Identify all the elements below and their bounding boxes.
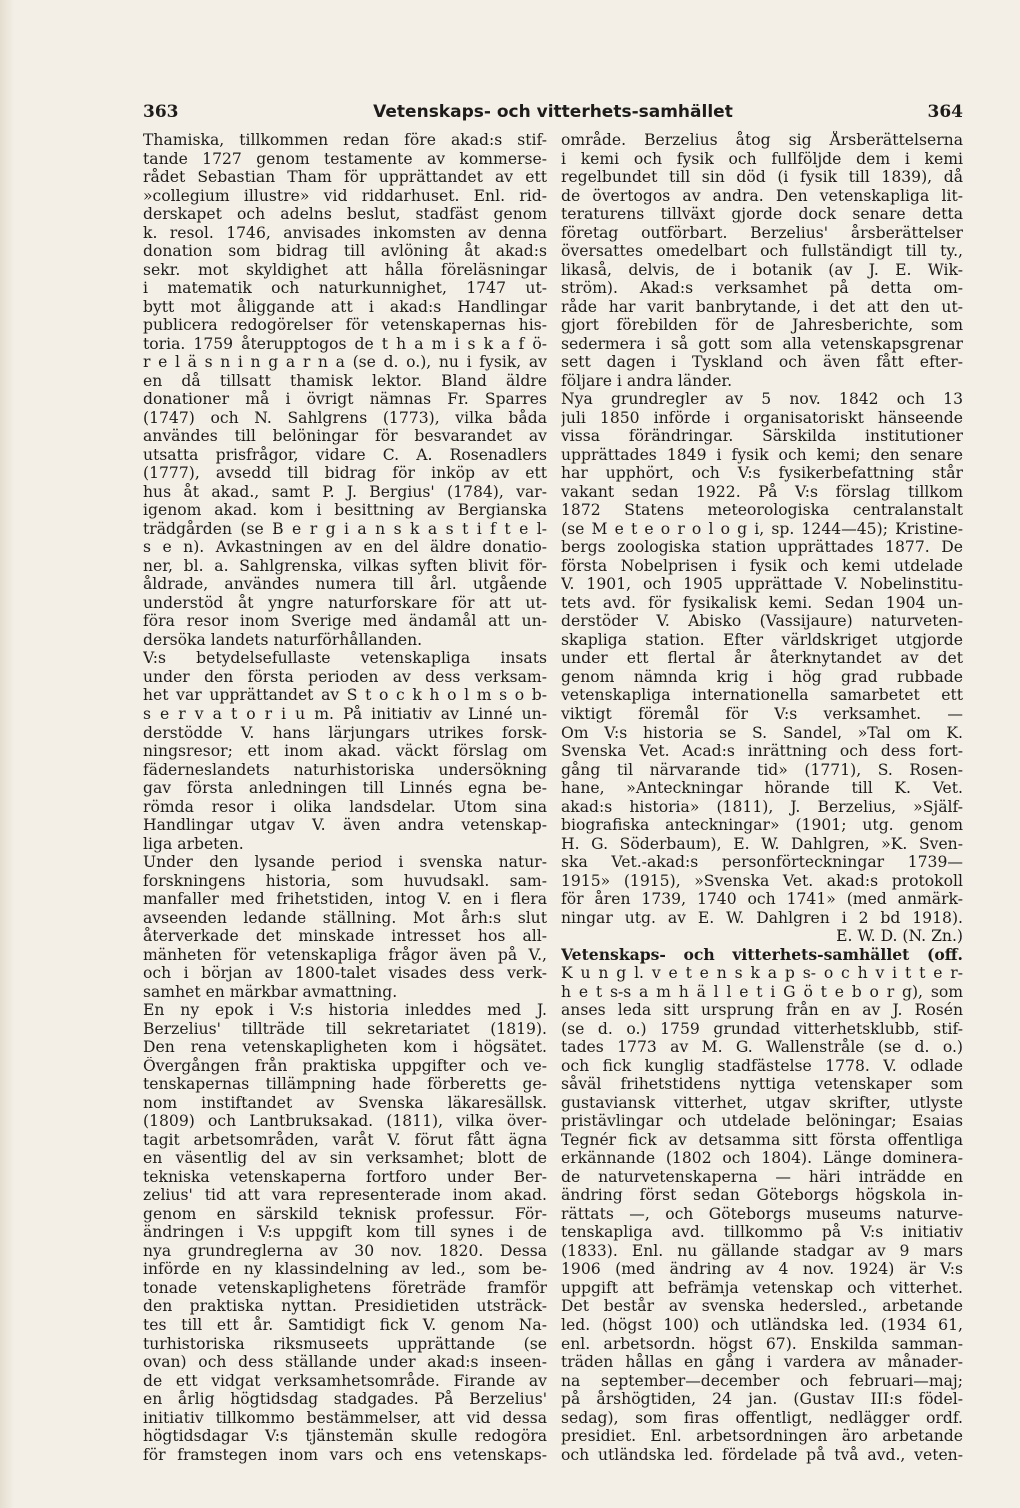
text-line: mänheten för vetenskapliga frågor även på V., xyxy=(143,945,547,964)
text-line: tades 1773 av M. G. Wallenstråle (se d. o.) xyxy=(561,1038,963,1057)
text-line: tekniska vetenskaperna fortforo under Ber- xyxy=(143,1167,547,1186)
text-line: igenom akad. kom i besittning av Bergianska xyxy=(143,501,547,520)
text-line: k. resol. 1746, anvisades inkomsten av denna xyxy=(143,223,547,242)
text-line: den praktiska nyttan. Presidietiden utsträck- xyxy=(143,1297,547,1316)
text-line: en väsentlig del av sin verksamhet; blott de xyxy=(143,1149,547,1168)
text-line: anses leda sitt ursprung från en av J. Rosén xyxy=(561,1001,963,1020)
text-line: ningar utg. av E. W. Dahlgren i 2 bd 1918). xyxy=(561,908,963,927)
text-line: sedermera i så gott som alla vetenskapsgrenar xyxy=(561,334,963,353)
text-line: initiativ tillkommo bestämmelser, att vid dessa xyxy=(143,1408,547,1427)
text-line: juli 1850 införde i organisatoriskt hänseende xyxy=(561,408,963,427)
text-line: biografiska anteckningar» (1901; utg. genom xyxy=(561,816,963,835)
text-line: (1809) och Lantbruksakad. (1811), vilka över- xyxy=(143,1112,547,1131)
text-line: tande 1727 genom testamente av kommerse- xyxy=(143,149,547,168)
text-line: första Nobelprisen i fysik och kemi utdelade xyxy=(561,556,963,575)
text-line: V:s betydelsefullaste vetenskapliga insats xyxy=(143,649,547,668)
text-line: åldrade, användes numera till årl. utgående xyxy=(143,575,547,594)
text-line: ovan) och dess ställande under akad:s inseen- xyxy=(143,1353,547,1372)
text-line: de ett vidgat verksamhetsområde. Firande av xyxy=(143,1371,547,1390)
text-line: hus åt akad., samt P. J. Bergius' (1784), var- xyxy=(143,482,547,501)
text-line: Handlingar utgav V. även andra vetenskap- xyxy=(143,816,547,835)
text-line: (1747) och N. Sahlgrens (1773), vilka båda xyxy=(143,408,547,427)
text-line: gustaviansk vitterhet, utgav skrifter, utlyste xyxy=(561,1093,963,1112)
text-line: led. (högst 100) och utländska led. (1934 61, xyxy=(561,1316,963,1334)
text-line: E. W. D. (N. Zn.) xyxy=(836,927,963,946)
text-line: 1906 (med ändring av 4 nov. 1924) är V:s xyxy=(561,1260,963,1279)
text-line: träden hållas en gång i vardera av månader- xyxy=(561,1353,963,1372)
text-line: manfaller med frihetstiden, intog V. en i flera xyxy=(143,890,547,909)
text-line: fäderneslandets naturhistoriska undersökning xyxy=(143,760,547,779)
text-line: derstödde V. hans lärjungars utrikes forsk- xyxy=(143,723,547,742)
text-line: Nya grundregler av 5 nov. 1842 och 13 xyxy=(561,390,963,409)
text-line: (1833). Enl. nu gällande stadgar av 9 mars xyxy=(561,1241,963,1260)
text-line: h e t s-s a m h ä l l e t i G ö t e b o r g), som xyxy=(561,982,963,1001)
text-line: högtidsdagar V:s tjänstemän skulle redogöra xyxy=(143,1427,547,1446)
text-line: gjort förebilden för de Jahresberichte, som xyxy=(561,316,963,335)
text-line: understöd åt yngre naturforskare för att ut- xyxy=(143,593,547,612)
text-line: sedag), som firas offentligt, nedlägger ordf. xyxy=(561,1408,963,1427)
text-line: Svenska Vet. Acad:s inrättning och dess fort- xyxy=(561,742,963,761)
text-line: (se M e t e o r o l o g i, sp. 1244—45); Kristine- xyxy=(561,519,963,538)
text-line: i matematik och naturkunnighet, 1747 ut- xyxy=(143,279,547,298)
text-line: enl. arbetsordn. högst 67). Enskilda samman- xyxy=(561,1334,963,1353)
text-line: vakant sedan 1922. På V:s förslag tillkom xyxy=(561,482,963,501)
text-line: i kemi och fysik och fullföljde dem i kemi xyxy=(561,149,963,168)
text-line: liga arbeten. xyxy=(143,834,244,853)
text-line: ändring först sedan Göteborgs högskola in- xyxy=(561,1186,963,1205)
text-line: »collegium illustre» vid riddarhuset. Enl. rid- xyxy=(143,186,547,205)
text-line: zelius' tid att vara representerade inom akad. xyxy=(143,1186,547,1205)
text-line: rättats —, och Göteborgs museums naturve- xyxy=(561,1204,963,1223)
text-line: ström). Akad:s verksamhet på detta om- xyxy=(561,279,963,298)
text-line: sett dagen i Tyskland och även fått efter- xyxy=(561,353,963,372)
text-line: rådet Sebastian Tham för upprättandet av ett xyxy=(143,168,547,187)
text-line: Thamiska, tillkommen redan före akad:s stif- xyxy=(143,131,547,149)
text-line: ändringen i V:s uppgift kom till synes i de xyxy=(143,1223,547,1242)
text-line: tenskapliga avd. tillkommo på V:s initiativ xyxy=(561,1223,963,1242)
text-line: likaså, delvis, de i botanik (av J. E. Wik- xyxy=(561,260,963,279)
text-line: gång til närvarande tid» (1771), S. Rosen- xyxy=(561,760,963,779)
text-line: na september—december och februari—maj; xyxy=(561,1371,963,1390)
text-line: V. 1901, och 1905 upprättade V. Nobelinstitu- xyxy=(561,575,963,594)
text-line: het var upprättandet av S t o c k h o l m s o b- xyxy=(143,686,547,705)
right-column xyxy=(561,131,963,1464)
text-line: tagit arbetsområden, varåt V. förut fått ägna xyxy=(143,1130,547,1149)
text-line: samhet en märkbar avmattning. xyxy=(143,982,398,1001)
page-edge xyxy=(0,0,14,1508)
text-line: regelbundet till sin död (i fysik till 1839), då xyxy=(561,168,963,187)
running-title: Vetenskaps- och vitterhets-samhället xyxy=(373,102,733,122)
text-line: tets avd. för fysikalisk kemi. Sedan 1904 un- xyxy=(561,593,963,612)
text-line: bytt mot åliggande att i akad:s Handlingar xyxy=(143,297,547,316)
text-line: utsatta prisfrågor, vidare C. A. Rosenadlers xyxy=(143,445,547,464)
text-line: 1872 Statens meteorologiska centralanstalt xyxy=(561,501,963,520)
text-line: Under den lysande period i svenska natur- xyxy=(143,853,547,872)
text-line: Den rena vetenskapligheten kom i högsätet. xyxy=(143,1038,547,1057)
text-line: nya grundreglerna av 30 nov. 1820. Dessa xyxy=(143,1241,547,1260)
text-line: H. G. Söderbaum), E. W. Dahlgren, »K. Sven- xyxy=(561,834,963,853)
text-line: företag outförbart. Berzelius' årsberättelser xyxy=(561,223,963,242)
text-line: införde en ny klassindelning av led., som be- xyxy=(143,1260,547,1279)
text-line: de naturvetenskaperna — häri inträdde en xyxy=(561,1167,963,1186)
text-line: genom en särskild teknisk professur. För- xyxy=(143,1204,547,1223)
text-line: K u n g l. v e t e n s k a p s- o c h v i t t e r- xyxy=(561,964,963,983)
text-line: och fick kunglig stadfästelse 1778. V. odlade xyxy=(561,1056,963,1075)
text-line: derskapet och adelns beslut, stadfäst genom xyxy=(143,205,547,224)
text-line: erkännande (1802 och 1804). Länge dominera- xyxy=(561,1149,963,1168)
text-line: (1777), avsedd till bidrag för inköp av ett xyxy=(143,464,547,483)
text-line: de övertogos av andra. Den vetenskapliga lit- xyxy=(561,186,963,205)
text-line: Tegnér fick av detsamma sitt första offentliga xyxy=(561,1130,963,1149)
text-line: tonade vetenskaplighetens företräde framför xyxy=(143,1278,547,1297)
text-line: vetenskapliga internationella samarbetet ett xyxy=(561,686,963,705)
text-line: tenskapernas tillämpning hade förberetts ge- xyxy=(143,1075,547,1094)
text-line: s e n). Avkastningen av en del äldre donatio- xyxy=(143,538,547,557)
text-line: har upphört, och V:s fysikerbefattning står xyxy=(561,464,963,483)
text-line: vissa förändringar. Särskilda institutioner xyxy=(561,427,963,446)
text-line: genom nämnda krig i hög grad rubbade xyxy=(561,667,963,686)
text-line: användes till belöningar för besvarandet av xyxy=(143,427,547,446)
text-line: gav första anledningen till Linnés egna be- xyxy=(143,779,547,798)
text-line: forskningens historia, som huvudsakl. sam- xyxy=(143,871,547,890)
left-column xyxy=(143,131,547,1464)
text-line: viktigt föremål för V:s verksamhet. — xyxy=(561,704,963,723)
text-line: Berzelius' tillträde till sekretariatet (1819). xyxy=(143,1019,547,1038)
text-line: avseenden ledande ställning. Mot årh:s slut xyxy=(143,908,547,927)
text-line: publicera redogörelser för vetenskapernas his- xyxy=(143,316,547,335)
text-line: föra resor inom Sverige med ändamål att un- xyxy=(143,612,547,631)
text-line: r e l ä s n i n g a r n a (se d. o.), nu i fysik, av xyxy=(143,353,547,372)
text-line: akad:s historia» (1811), J. Berzelius, »Själf- xyxy=(561,797,963,816)
text-line: Vetenskaps- och vitterhets-samhället (off. xyxy=(561,945,963,964)
text-line: Övergången från praktiska uppgifter och ve- xyxy=(143,1056,547,1075)
text-line: följare i andra länder. xyxy=(561,371,733,390)
text-line: under den första perioden av dess verksam- xyxy=(143,667,547,686)
text-line: derstöder V. Abisko (Vassijaure) naturveten- xyxy=(561,612,963,631)
text-line: 1915» (1915), »Svenska Vet. akad:s protokoll xyxy=(561,871,963,890)
text-line: toria. 1759 återupptogos de t h a m i s k a f ö- xyxy=(143,334,547,353)
text-line: turhistoriska riksmuseets upprättande (se xyxy=(143,1334,547,1353)
page-number-left: 363 xyxy=(143,102,179,122)
text-line: råde har varit banbrytande, i det att den ut- xyxy=(561,297,963,316)
text-line: nom instiftandet av Svenska läkaresällsk. xyxy=(143,1093,547,1112)
text-line: trädgården (se B e r g i a n s k a s t i f t e l- xyxy=(143,519,547,538)
text-line: bergs zoologiska station upprättades 1877. De xyxy=(561,538,963,557)
text-line: hane, »Anteckningar hörande till K. Vet. xyxy=(561,779,963,798)
text-line: (se d. o.) 1759 grundad vitterhetsklubb, stif- xyxy=(561,1019,963,1038)
text-line: översattes omedelbart och fullständigt till ty., xyxy=(561,242,963,261)
text-line: Om V:s historia se S. Sandel, »Tal om K. xyxy=(561,723,963,742)
text-line: teraturens tillväxt gjorde dock senare detta xyxy=(561,205,963,224)
text-line: tes till ett år. Samtidigt fick V. genom Na- xyxy=(143,1316,547,1334)
text-line: område. Berzelius åtog sig Årsberättelserna xyxy=(561,131,963,149)
text-line: sekr. mot skyldighet att hålla föreläsningar xyxy=(143,260,547,279)
text-line: och i början av 1800-talet visades dess verk- xyxy=(143,964,547,983)
text-line: donationer må i övrigt nämnas Fr. Sparres xyxy=(143,390,547,409)
text-line: s e r v a t o r i u m. På initiativ av Linné un- xyxy=(143,704,547,723)
text-line: dersöka landets naturförhållanden. xyxy=(143,630,423,649)
text-line: ner, bl. a. Sahlgrenska, vilkas syften blivit för- xyxy=(143,556,547,575)
text-line: uppgift att befrämja vetenskap och vitterhet. xyxy=(561,1278,963,1297)
text-line: såväl frihetstidens nyttiga vetenskaper som xyxy=(561,1075,963,1094)
text-line: en då tillsatt thamisk lektor. Bland äldre xyxy=(143,371,547,390)
text-line: donation som bidrag till avlöning åt akad:s xyxy=(143,242,547,261)
page-number-right: 364 xyxy=(927,102,963,122)
text-line: skapliga station. Efter världskriget utgjorde xyxy=(561,630,963,649)
text-line: på årshögtiden, 24 jan. (Gustav III:s födel- xyxy=(561,1390,963,1409)
text-line: Det består av svenska hedersled., arbetande xyxy=(561,1297,963,1316)
page-header xyxy=(143,102,963,128)
text-line: och utländska led. fördelade på två avd., veten- xyxy=(561,1445,963,1464)
text-line: under ett flertal år återknytandet av det xyxy=(561,649,963,668)
text-line: ningsresor; ett inom akad. väckt förslag om xyxy=(143,742,547,761)
text-line: En ny epok i V:s historia inleddes med J. xyxy=(143,1001,547,1020)
text-line: en årlig högtidsdag stadgades. På Berzelius' xyxy=(143,1390,547,1409)
text-line: ska Vet.-akad:s personförteckningar 1739— xyxy=(561,853,963,872)
text-line: återverkade det minskade intresset hos all- xyxy=(143,927,547,946)
text-line: römda resor i olika landsdelar. Utom sina xyxy=(143,797,547,816)
text-line: för framstegen inom vars och ens vetenskaps- xyxy=(143,1445,547,1464)
text-line: för åren 1739, 1740 och 1741» (med anmärk- xyxy=(561,890,963,909)
text-line: upprättades 1849 i fysik och kemi; den senare xyxy=(561,445,963,464)
text-line: presidiet. Enl. arbetsordningen äro arbetande xyxy=(561,1427,963,1446)
text-line: pristävlingar och utdelade belöningar; Esaias xyxy=(561,1112,963,1131)
